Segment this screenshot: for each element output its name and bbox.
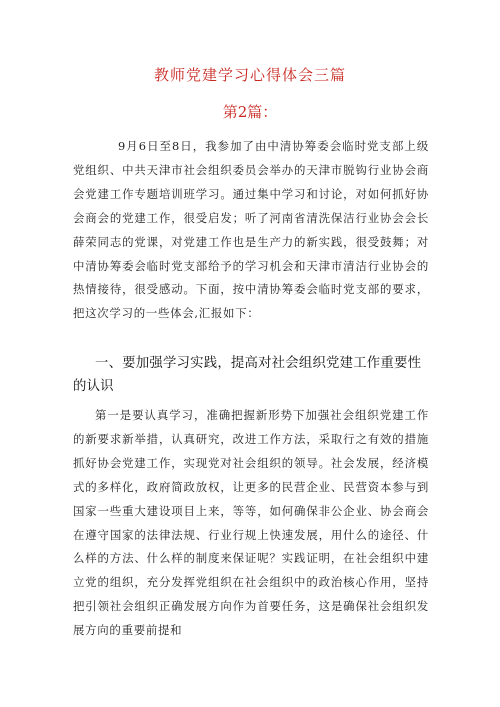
body-paragraph: 第一是要认真学习，准确把握新形势下加强社会组织党建工作的新要求新举措，认真研究，改进工作方法，采取行之有效的措施抓好协会党建工作，实现党对社会组织的领导。社会发展，经济模式的多样化，政府简政放权，让更多的民营企业、民营资本参与到国家一些重大建设项目上来，等等，如何确保非公企业、协会商会在遵守国家的法律法规、行业行规上快速发展，用什么的途径、什么样的方法、什么样的制度来保证呢？实践证明，在社会组织中建立党的组织，充分发挥党组织在社会组织中的政治核心作用，坚持把引领社会组织正确发展方向作为首要任务，这是确保社会组织发展方向的重要前提和 bbox=[73, 408, 429, 638]
chapter-label: 第2篇： bbox=[222, 103, 278, 121]
document-title: 教师党建学习心得体会三篇 bbox=[153, 66, 346, 84]
section-heading: 一、要加强学习实践，提高对社会组织党建工作重要性的认识 bbox=[73, 356, 422, 394]
intro-paragraph: 9月6日至8日，我参加了由中清协筹委会临时党支部上级党组织、中共天津市社会组织委员会举办的天津市脱钩行业协会商会党建工作专题培训班学习。通过集中学习和讨论，对如何抓好协会商会的党建工作，很受启发；听了河南省清洗保洁行业协会会长薛荣同志的党课，对党建工作也是生产力的新实践，很受鼓舞；对中清协筹委会临时党支部给予的学习机会和天津市清洁行业协会的热情接待，很受感动。下面，按中清协筹委会临时党支部的要求，把这次学习的一些体会,汇报如下： bbox=[73, 139, 429, 321]
